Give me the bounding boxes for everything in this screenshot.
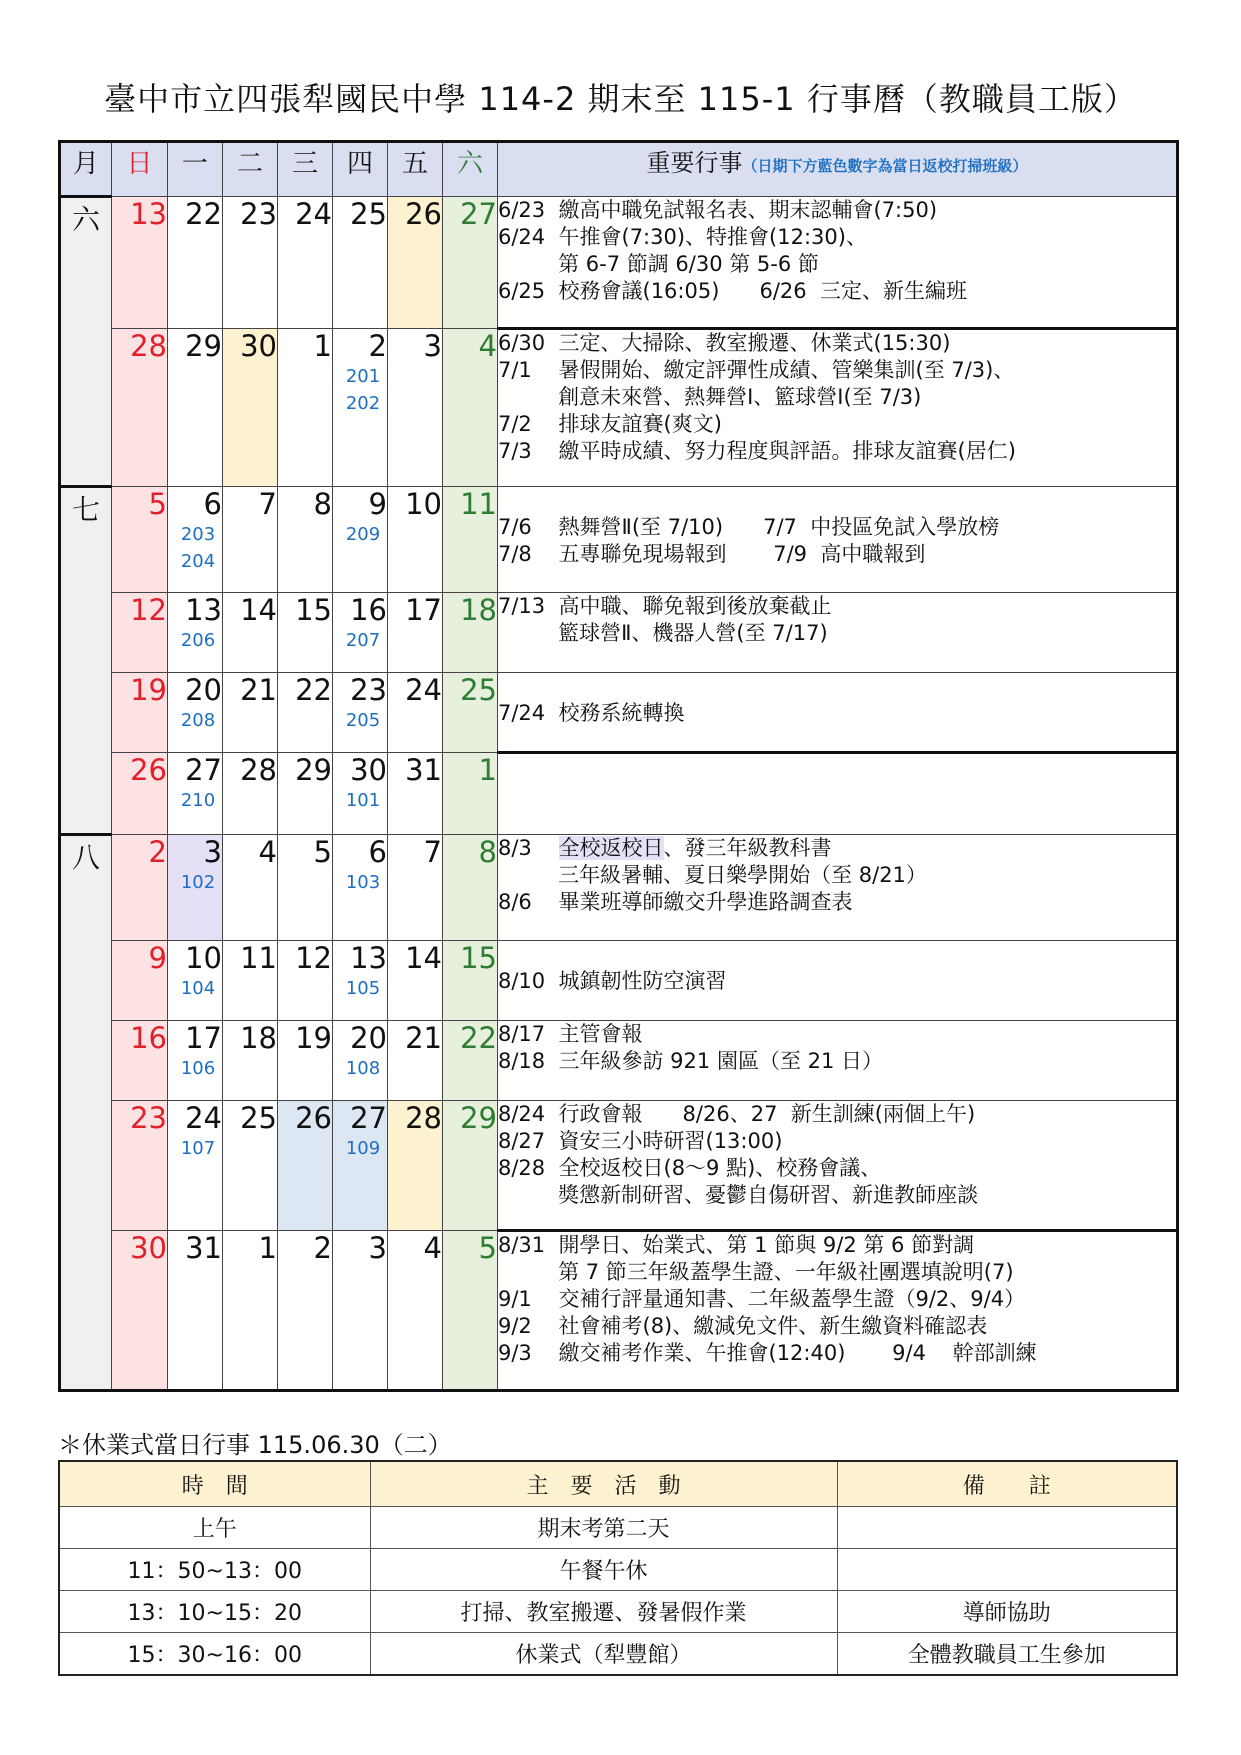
calendar-day-cell	[333, 835, 388, 941]
schedule-header-activity: 主 要 活 動	[370, 1461, 837, 1507]
calendar-day-cell	[168, 329, 223, 487]
calendar-day-cell	[278, 487, 333, 593]
events-cell: 7/6 熱舞營Ⅱ(至 7/10) 7/7 中投區免試入學放榜 7/8 五專聯免現場報到 7/9 高中職報到	[498, 487, 1178, 593]
cleaning-class-number: 208	[180, 710, 216, 731]
day-number: 23	[350, 673, 387, 707]
calendar-day-cell	[388, 1021, 443, 1101]
calendar-day-cell	[168, 1231, 223, 1391]
calendar-day-cell	[333, 941, 388, 1021]
month-label: 七	[60, 487, 112, 835]
day-number: 7	[258, 487, 277, 521]
weekday-sat: 六	[443, 142, 498, 197]
day-number: 2	[368, 329, 387, 363]
schedule-row	[59, 1549, 1177, 1591]
day-number: 31	[185, 1231, 222, 1265]
calendar-week-row	[60, 1231, 1178, 1391]
calendar-week-row	[60, 593, 1178, 673]
cleaning-class-number: 201	[345, 366, 381, 387]
day-number: 26	[130, 753, 167, 787]
day-number: 11	[460, 487, 497, 521]
calendar-week-row	[60, 673, 1178, 753]
calendar-day-cell	[168, 197, 223, 329]
calendar-day-cell	[168, 593, 223, 673]
calendar-day-cell	[168, 753, 223, 835]
calendar-day-cell	[223, 1231, 278, 1391]
calendar-day-cell	[443, 329, 498, 487]
calendar-day-cell	[168, 1021, 223, 1101]
day-number: 16	[130, 1021, 167, 1055]
cleaning-class-number: 206	[180, 630, 216, 651]
calendar-day-cell	[443, 1021, 498, 1101]
calendar-day-cell	[112, 1231, 168, 1391]
day-number: 28	[405, 1101, 442, 1135]
month-header: 月	[60, 142, 112, 197]
calendar-day-cell	[223, 941, 278, 1021]
calendar-day-cell	[168, 835, 223, 941]
calendar-day-cell	[388, 753, 443, 835]
day-number: 1	[258, 1231, 277, 1265]
day-number: 1	[478, 753, 497, 787]
calendar-day-cell	[443, 487, 498, 593]
month-label: 八	[60, 835, 112, 1391]
cleaning-class-number: 107	[180, 1138, 216, 1159]
day-number: 10	[185, 941, 222, 975]
day-number: 24	[295, 197, 332, 231]
calendar-day-cell	[388, 593, 443, 673]
events-cell: 8/17 主管會報 8/18 三年級參訪 921 園區（至 21 日）	[498, 1021, 1178, 1101]
calendar-day-cell	[168, 487, 223, 593]
schedule-note: 導師協助	[837, 1591, 1177, 1633]
calendar-week-row	[60, 487, 1178, 593]
day-number: 4	[423, 1231, 442, 1265]
month-label: 六	[60, 197, 112, 487]
calendar-day-cell	[278, 1101, 333, 1231]
schedule-row	[59, 1507, 1177, 1549]
calendar-day-cell	[168, 1101, 223, 1231]
cleaning-class-number: 209	[345, 524, 381, 545]
calendar-week-row	[60, 941, 1178, 1021]
day-number: 18	[240, 1021, 277, 1055]
calendar-day-cell	[278, 1231, 333, 1391]
calendar-week-row	[60, 1021, 1178, 1101]
day-number: 15	[295, 593, 332, 627]
day-number: 6	[203, 487, 222, 521]
calendar-day-cell	[333, 329, 388, 487]
events-cell: 7/13 高中職、聯免報到後放棄截止 籃球營Ⅱ、機器人營(至 7/17)	[498, 593, 1178, 673]
closing-day-schedule-table	[58, 1460, 1178, 1676]
day-number: 14	[405, 941, 442, 975]
calendar-day-cell	[443, 1231, 498, 1391]
calendar-day-cell	[333, 197, 388, 329]
day-number: 31	[405, 753, 442, 787]
calendar-day-cell	[223, 1021, 278, 1101]
day-number: 20	[185, 673, 222, 707]
calendar-day-cell	[278, 673, 333, 753]
day-number: 10	[405, 487, 442, 521]
day-number: 28	[130, 329, 167, 363]
calendar-week-row	[60, 1101, 1178, 1231]
day-number: 18	[460, 593, 497, 627]
calendar-day-cell	[112, 1101, 168, 1231]
calendar-day-cell	[278, 593, 333, 673]
cleaning-class-number: 203	[180, 524, 216, 545]
calendar-day-cell	[278, 941, 333, 1021]
cleaning-class-number: 106	[180, 1058, 216, 1079]
day-number: 9	[368, 487, 387, 521]
calendar-day-cell	[333, 593, 388, 673]
calendar-day-cell	[333, 673, 388, 753]
calendar-day-cell	[443, 673, 498, 753]
calendar-day-cell	[388, 835, 443, 941]
cleaning-class-number: 102	[180, 872, 216, 893]
day-number: 26	[295, 1101, 332, 1135]
calendar-day-cell	[278, 1021, 333, 1101]
calendar-day-cell	[388, 673, 443, 753]
schedule-header-note: 備 註	[837, 1461, 1177, 1507]
calendar-day-cell	[388, 197, 443, 329]
closing-day-title: ＊休業式當日行事 115.06.30（二）	[58, 1431, 452, 1459]
day-number: 8	[478, 835, 497, 869]
calendar-day-cell	[388, 329, 443, 487]
calendar-week-row	[60, 329, 1178, 487]
calendar-day-cell	[388, 487, 443, 593]
day-number: 27	[460, 197, 497, 231]
day-number: 25	[350, 197, 387, 231]
day-number: 17	[185, 1021, 222, 1055]
calendar-day-cell	[388, 1101, 443, 1231]
day-number: 14	[240, 593, 277, 627]
calendar-day-cell	[443, 593, 498, 673]
calendar-day-cell	[223, 835, 278, 941]
calendar-day-cell	[223, 197, 278, 329]
schedule-time: 15：30~16：00	[59, 1633, 370, 1676]
calendar-day-cell	[112, 1021, 168, 1101]
day-number: 26	[405, 197, 442, 231]
day-number: 30	[350, 753, 387, 787]
calendar-day-cell	[112, 941, 168, 1021]
calendar-day-cell	[333, 1231, 388, 1391]
calendar-day-cell	[112, 197, 168, 329]
calendar-week-row	[60, 197, 1178, 329]
highlighted-event: 全校返校日	[558, 836, 664, 860]
day-number: 19	[130, 673, 167, 707]
events-cell: 8/3 全校返校日、發三年級教科書 三年級暑輔、夏日樂學開始（至 8/21） 8/6 畢業班導師繳交升學進路調查表	[498, 835, 1178, 941]
day-number: 29	[460, 1101, 497, 1135]
calendar-day-cell	[388, 1231, 443, 1391]
day-number: 25	[460, 673, 497, 707]
events-cell: 6/30 三定、大掃除、教室搬遷、休業式(15:30) 7/1 暑假開始、繳定評彈性成績、管樂集訓(至 7/3)、 創意未來營、熱舞營Ⅰ、籃球營Ⅰ(至 7/3) 7/2 排球友誼賽(爽文) 7/3 繳平時成績、努力程度與評語。排球友誼賽(居仁)	[498, 329, 1178, 487]
cleaning-class-number: 210	[180, 790, 216, 811]
day-number: 9	[148, 941, 167, 975]
day-number: 2	[148, 835, 167, 869]
day-number: 5	[313, 835, 332, 869]
calendar-day-cell	[333, 1021, 388, 1101]
important-events-header: 重要行事（日期下方藍色數字為當日返校打掃班級）	[498, 142, 1178, 197]
day-number: 13	[130, 197, 167, 231]
day-number: 29	[185, 329, 222, 363]
day-number: 12	[295, 941, 332, 975]
calendar-day-cell	[333, 487, 388, 593]
weekday-fri: 五	[388, 142, 443, 197]
schedule-activity: 打掃、教室搬遷、發暑假作業	[370, 1591, 837, 1633]
calendar-day-cell	[278, 329, 333, 487]
calendar-day-cell	[333, 753, 388, 835]
calendar-day-cell	[443, 1101, 498, 1231]
day-number: 21	[405, 1021, 442, 1055]
weekday-tue: 二	[223, 142, 278, 197]
calendar-day-cell	[223, 673, 278, 753]
day-number: 27	[350, 1101, 387, 1135]
day-number: 15	[460, 941, 497, 975]
day-number: 4	[258, 835, 277, 869]
events-cell: 8/31 開學日、始業式、第 1 節與 9/2 第 6 節對調 第 7 節三年級蓋學生證、一年級社團選填說明(7) 9/1 交補行評量通知書、二年級蓋學生證（9/2、9/4） 9/2 社會補考(8)、繳減免文件、新生繳資料確認表 9/3 繳交補考作業、午推會(12:40) 9/4 幹部訓練	[498, 1231, 1178, 1391]
calendar-day-cell	[388, 941, 443, 1021]
cleaning-class-number: 207	[345, 630, 381, 651]
day-number: 6	[368, 835, 387, 869]
schedule-header-time: 時 間	[59, 1461, 370, 1507]
day-number: 3	[368, 1231, 387, 1265]
page-title: 臺中市立四張犁國民中學 114-2 期末至 115-1 行事曆（教職員工版）	[104, 80, 1137, 118]
weekday-sun: 日	[112, 142, 168, 197]
calendar-day-cell	[443, 753, 498, 835]
calendar-day-cell	[443, 941, 498, 1021]
calendar-day-cell	[278, 835, 333, 941]
events-cell: 6/23 繳高中職免試報名表、期末認輔會(7:50) 6/24 午推會(7:30)、特推會(12:30)、 第 6-7 節調 6/30 第 5-6 節 6/25 校務會議(16:05) 6/26 三定、新生編班	[498, 197, 1178, 329]
schedule-note	[837, 1507, 1177, 1549]
schedule-time: 上午	[59, 1507, 370, 1549]
schedule-activity: 期末考第二天	[370, 1507, 837, 1549]
day-number: 23	[130, 1101, 167, 1135]
day-number: 13	[350, 941, 387, 975]
calendar-day-cell	[223, 329, 278, 487]
calendar-day-cell	[223, 753, 278, 835]
day-number: 24	[185, 1101, 222, 1135]
day-number: 30	[130, 1231, 167, 1265]
day-number: 3	[423, 329, 442, 363]
day-number: 25	[240, 1101, 277, 1135]
calendar-day-cell	[112, 593, 168, 673]
calendar-day-cell	[278, 753, 333, 835]
day-number: 4	[478, 329, 497, 363]
day-number: 13	[185, 593, 222, 627]
day-number: 22	[295, 673, 332, 707]
calendar-day-cell	[112, 835, 168, 941]
day-number: 7	[423, 835, 442, 869]
calendar-week-row	[60, 753, 1178, 835]
cleaning-class-number: 109	[345, 1138, 381, 1159]
day-number: 5	[478, 1231, 497, 1265]
day-number: 11	[240, 941, 277, 975]
events-cell: 8/24 行政會報 8/26、27 新生訓練(兩個上午) 8/27 資安三小時研習(13:00) 8/28 全校返校日(8～9 點)、校務會議、 獎懲新制研習、憂鬱自傷研習、新進教師座談	[498, 1101, 1178, 1231]
calendar-day-cell	[333, 1101, 388, 1231]
weekday-wed: 三	[278, 142, 333, 197]
calendar-day-cell	[168, 673, 223, 753]
cleaning-class-number: 101	[345, 790, 381, 811]
calendar-day-cell	[278, 197, 333, 329]
calendar-day-cell	[112, 753, 168, 835]
day-number: 16	[350, 593, 387, 627]
calendar-day-cell	[443, 835, 498, 941]
calendar-day-cell	[112, 673, 168, 753]
schedule-time: 11：50~13：00	[59, 1549, 370, 1591]
day-number: 5	[148, 487, 167, 521]
day-number: 20	[350, 1021, 387, 1055]
cleaning-class-number: 205	[345, 710, 381, 731]
events-cell: 7/24 校務系統轉換	[498, 673, 1178, 753]
calendar-day-cell	[443, 197, 498, 329]
day-number: 30	[240, 329, 277, 363]
schedule-activity: 休業式（犁豐館）	[370, 1633, 837, 1676]
day-number: 3	[203, 835, 222, 869]
events-cell: 8/10 城鎮韌性防空演習	[498, 941, 1178, 1021]
day-number: 24	[405, 673, 442, 707]
day-number: 22	[460, 1021, 497, 1055]
day-number: 17	[405, 593, 442, 627]
schedule-note	[837, 1549, 1177, 1591]
schedule-activity: 午餐午休	[370, 1549, 837, 1591]
calendar-day-cell	[112, 329, 168, 487]
day-number: 29	[295, 753, 332, 787]
schedule-row	[59, 1633, 1177, 1676]
day-number: 12	[130, 593, 167, 627]
schedule-time: 13：10~15：20	[59, 1591, 370, 1633]
day-number: 27	[185, 753, 222, 787]
cleaning-class-number: 204	[180, 551, 216, 572]
schedule-note: 全體教職員工生參加	[837, 1633, 1177, 1676]
weekday-thu: 四	[333, 142, 388, 197]
day-number: 1	[313, 329, 332, 363]
day-number: 21	[240, 673, 277, 707]
day-number: 23	[240, 197, 277, 231]
calendar-day-cell	[168, 941, 223, 1021]
day-number: 22	[185, 197, 222, 231]
cleaning-class-number: 103	[345, 872, 381, 893]
weekday-mon: 一	[168, 142, 223, 197]
day-number: 8	[313, 487, 332, 521]
cleaning-class-number: 105	[345, 978, 381, 999]
calendar-header-row	[60, 142, 1178, 197]
calendar-day-cell	[223, 487, 278, 593]
day-number: 2	[313, 1231, 332, 1265]
calendar-day-cell	[223, 593, 278, 673]
day-number: 28	[240, 753, 277, 787]
cleaning-class-number: 202	[345, 393, 381, 414]
calendar-table	[58, 140, 1179, 1392]
calendar-week-row	[60, 835, 1178, 941]
cleaning-class-number: 104	[180, 978, 216, 999]
events-cell	[498, 753, 1178, 835]
day-number: 19	[295, 1021, 332, 1055]
calendar-day-cell	[223, 1101, 278, 1231]
cleaning-class-number: 108	[345, 1058, 381, 1079]
calendar-day-cell	[112, 487, 168, 593]
schedule-row	[59, 1591, 1177, 1633]
